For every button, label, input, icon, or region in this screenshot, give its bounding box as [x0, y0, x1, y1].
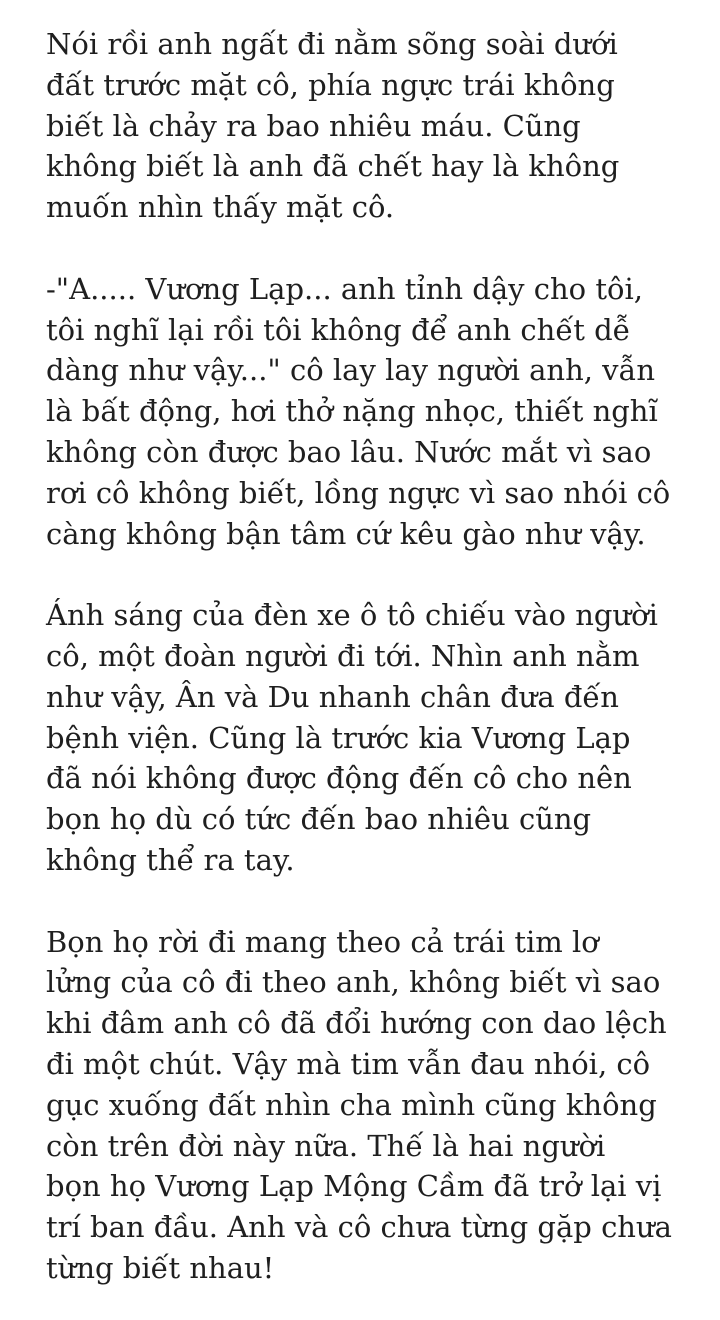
text-line: không biết là anh đã chết hay là không [46, 149, 620, 184]
text-line: còn trên đời này nữa. Thế là hai người [46, 1128, 606, 1163]
text-line: rơi cô không biết, lồng ngực vì sao nhói cô [46, 475, 671, 510]
text-line: tôi nghĩ lại rồi tôi không để anh chết dễ [46, 312, 631, 347]
text-line: cô, một đoàn người đi tới. Nhìn anh nằm [46, 638, 640, 673]
story-paragraph-2 [46, 269, 690, 555]
text-line: dàng như vậy..." cô lay lay người anh, vẫn [46, 353, 656, 388]
text-line: lửng của cô đi theo anh, không biết vì sao [46, 965, 661, 1000]
text-line: Nói rồi anh ngất đi nằm sõng soài dưới [46, 27, 618, 61]
text-line: bọn họ dù có tức đến bao nhiêu cũng [46, 802, 592, 837]
text-line: khi đâm anh cô đã đổi hướng con dao lệch [46, 1006, 667, 1041]
text-line: bệnh viện. Cũng là trước kia Vương Lạp [46, 720, 631, 755]
text-line: càng không bận tâm cứ kêu gào như vậy. [46, 516, 646, 551]
text-line: đất trước mặt cô, phía ngực trái không [46, 67, 615, 102]
story-paragraph-4 [46, 922, 690, 1289]
text-line: đi một chút. Vậy mà tim vẫn đau nhói, cô [46, 1046, 651, 1081]
story-paragraph-1 [46, 24, 690, 228]
text-line: từng biết nhau! [46, 1250, 275, 1285]
text-line: đã nói không được động đến cô cho nên [46, 761, 632, 796]
text-line: như vậy, Ân và Du nhanh chân đưa đến [46, 679, 619, 714]
text-line: bọn họ Vương Lạp Mộng Cầm đã trở lại vị [46, 1169, 662, 1204]
text-line: gục xuống đất nhìn cha mình cũng không [46, 1087, 657, 1122]
text-line: -"A..... Vương Lạp... anh tỉnh dậy cho tôi, [46, 271, 643, 306]
story-paragraph-3 [46, 595, 690, 881]
text-line: trí ban đầu. Anh và cô chưa từng gặp chưa [46, 1210, 672, 1245]
text-line: biết là chảy ra bao nhiêu máu. Cũng [46, 108, 581, 143]
text-line: Ánh sáng của đèn xe ô tô chiếu vào người [46, 598, 658, 633]
text-line: không thể ra tay. [46, 842, 295, 877]
text-line: là bất động, hơi thở nặng nhọc, thiết nghĩ [46, 394, 658, 429]
text-line: muốn nhìn thấy mặt cô. [46, 190, 395, 225]
text-line: Bọn họ rời đi mang theo cả trái tim lơ [46, 924, 599, 959]
text-line: không còn được bao lâu. Nước mắt vì sao [46, 434, 652, 469]
